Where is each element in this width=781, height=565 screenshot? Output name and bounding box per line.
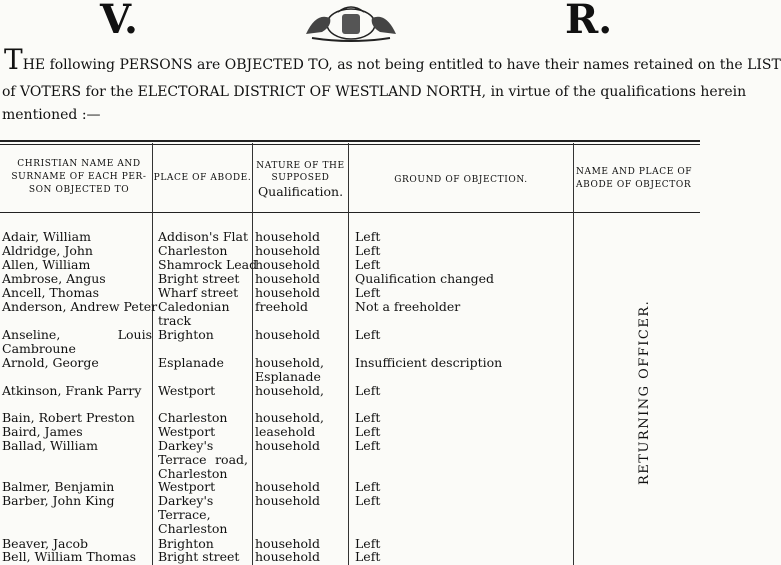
table-row-name: Bain, Robert Preston xyxy=(2,410,135,425)
table-row-ground: Qualification changed xyxy=(355,271,495,286)
table-row-nature: household xyxy=(255,327,321,342)
table-row-name: Ambrose, Angus xyxy=(2,271,106,286)
table-row-nature: household xyxy=(255,285,321,300)
coat-of-arms-emblem xyxy=(292,0,410,42)
table-row-name: Anseline, Louis Cambroune xyxy=(2,327,152,356)
table-row-abode: Wharf street xyxy=(158,285,239,300)
table-row-nature: household xyxy=(255,479,321,494)
table-row-ground: Left xyxy=(355,424,381,439)
column-divider xyxy=(348,143,349,565)
table-row-abode: Westport xyxy=(158,383,216,398)
table-row-abode: Brighton xyxy=(158,536,214,551)
table-row-name: Balmer, Benjamin xyxy=(2,479,115,494)
table-row-abode: Caledonian track xyxy=(158,299,230,328)
table-row-ground: Insufficient description xyxy=(355,355,503,370)
letter-v: V. xyxy=(100,0,138,43)
table-row-abode: Bright street xyxy=(158,549,240,564)
table-row-ground: Left xyxy=(355,493,381,508)
column-header-objector: NAME AND PLACE OF ABODE OF OBJECTOR xyxy=(576,167,693,190)
column-header-nature: NATURE OF THE SUPPOSED Qualification. xyxy=(256,161,345,199)
table-row-abode: Addison's Flat xyxy=(158,229,248,244)
intro-dropcap: T xyxy=(4,43,23,76)
table-row-abode: Darkey's Terrace, Charleston xyxy=(158,493,228,536)
table-row-name: Barber, John King xyxy=(2,493,115,508)
table-row-ground: Left xyxy=(355,410,381,425)
table-row-ground: Left xyxy=(355,438,381,453)
table-row-nature: freehold xyxy=(255,299,308,314)
table-row-nature: household xyxy=(255,229,321,244)
table-row-nature: household xyxy=(255,493,321,508)
table-row-name: Baird, James xyxy=(2,424,83,439)
column-header-abode: PLACE OF ABODE. xyxy=(153,173,252,183)
table-row-name: Anderson, Andrew Peter xyxy=(2,299,158,314)
table-top-rule xyxy=(0,140,700,142)
table-top-rule-thin xyxy=(0,144,700,145)
table-row-ground: Left xyxy=(355,229,381,244)
table-row-name: Ancell, Thomas xyxy=(2,285,100,300)
table-row-name: Beaver, Jacob xyxy=(2,536,89,551)
column-divider xyxy=(152,143,153,565)
table-row-ground: Left xyxy=(355,536,381,551)
table-row-abode: Charleston xyxy=(158,243,228,258)
table-row-abode: Westport xyxy=(158,424,216,439)
table-row-ground: Left xyxy=(355,383,381,398)
table-row-abode: Brighton xyxy=(158,327,214,342)
header-bottom-rule xyxy=(0,212,700,213)
intro-line-3: mentioned :— xyxy=(2,107,101,123)
table-row-nature: leasehold xyxy=(255,424,316,439)
table-row-abode: Charleston xyxy=(158,410,228,425)
table-row-name: Ballad, William xyxy=(2,438,98,453)
table-row-ground: Left xyxy=(355,257,381,272)
table-row-nature: household xyxy=(255,271,321,286)
intro-line-2: of VOTERS for the ELECTORAL DISTRICT OF WESTLAND NORTH, in virtue of the qualifications herein xyxy=(2,84,747,100)
table-row-nature: household xyxy=(255,438,321,453)
table-row-nature: household, Esplanade xyxy=(255,355,324,384)
table-row-nature: household xyxy=(255,257,321,272)
table-row-nature: household xyxy=(255,549,321,564)
table-row-name: Adair, William xyxy=(2,229,91,244)
table-row-nature: household, xyxy=(255,383,324,398)
column-divider xyxy=(573,143,574,565)
table-row-nature: household xyxy=(255,536,321,551)
letter-r: R. xyxy=(565,0,613,43)
table-row-abode: Darkey's Terrace road, Charleston xyxy=(158,438,248,481)
column-header-name: CHRISTIAN NAME AND SURNAME OF EACH PER- SON OBJECTED TO xyxy=(11,159,147,195)
table-row-ground: Left xyxy=(355,285,381,300)
table-row-name: Bell, William Thomas xyxy=(2,549,137,564)
table-row-abode: Bright street xyxy=(158,271,240,286)
table-row-abode: Westport xyxy=(158,479,216,494)
table-row-ground: Left xyxy=(355,243,381,258)
table-row-nature: household, xyxy=(255,410,324,425)
objector-returning-officer: RETURNING OFFICER. xyxy=(637,299,652,485)
table-row-name: Arnold, George xyxy=(2,355,99,370)
table-row-ground: Left xyxy=(355,479,381,494)
table-row-abode: Shamrock Lead xyxy=(158,257,258,272)
table-row-ground: Left xyxy=(355,549,381,564)
column-header-ground: GROUND OF OBJECTION. xyxy=(394,175,528,185)
table-row-name: Atkinson, Frank Parry xyxy=(2,383,142,398)
table-row-ground: Not a freeholder xyxy=(355,299,461,314)
table-row-nature: household xyxy=(255,243,321,258)
table-row-name: Aldridge, John xyxy=(2,243,93,258)
table-row-ground: Left xyxy=(355,327,381,342)
table-row-name: Allen, William xyxy=(2,257,91,272)
column-divider xyxy=(252,143,253,565)
table-row-abode: Esplanade xyxy=(158,355,224,370)
intro-line-1: THE following PERSONS are OBJECTED TO, as not being entitled to have their names retained on the LIST xyxy=(4,43,781,76)
